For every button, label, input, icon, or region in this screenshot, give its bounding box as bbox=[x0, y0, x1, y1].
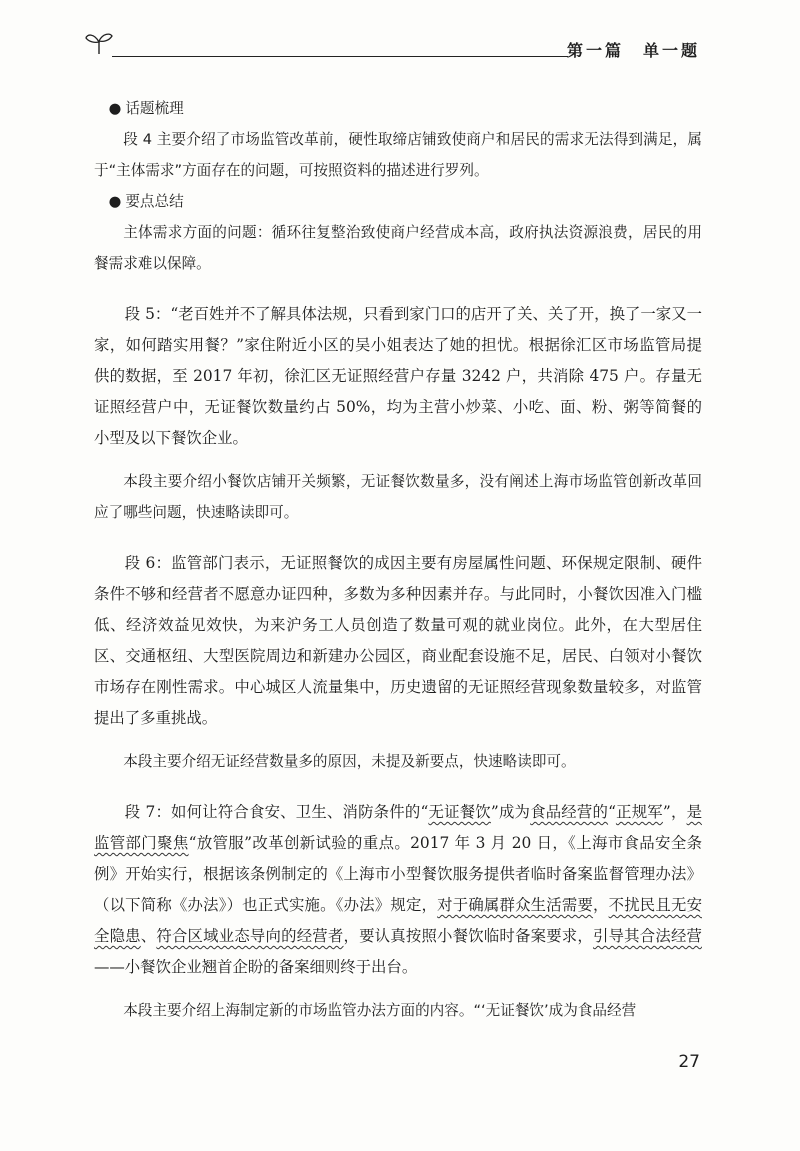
underlined-phrase: 是监管部门聚焦 bbox=[94, 803, 702, 852]
text-run: ”， bbox=[662, 803, 687, 821]
header-title: 第一篇 单一题 bbox=[566, 41, 700, 60]
note-7: 本段主要介绍上海制定新的市场监管办法方面的内容。“‘无证餐饮’成为食品经营 bbox=[123, 1002, 637, 1019]
sprout-icon bbox=[84, 30, 114, 56]
text-run: “ bbox=[608, 803, 616, 821]
underlined-phrase: 符合区域业态导向的经营者 bbox=[156, 927, 344, 945]
key-heading-text: 要点总结 bbox=[125, 193, 184, 210]
topic-heading-text: 话题梳理 bbox=[125, 100, 184, 117]
text-run: ——小餐饮企业翘首企盼的备案细则终于出台。 bbox=[94, 958, 418, 976]
key-text: 主体需求方面的问题：循环往复整治致使商户经营成本高，政府执法资源浪费，居民的用餐需求难以保障。 bbox=[94, 224, 702, 272]
text-run: 段 7：如何让符合食安、卫生、消防条件的“ bbox=[124, 803, 429, 821]
spacer bbox=[94, 528, 702, 548]
underlined-phrase: 引导其合法经营 bbox=[593, 927, 702, 945]
spacer bbox=[94, 777, 702, 797]
spacer bbox=[94, 279, 702, 299]
paragraph-6: 段 6：监管部门表示，无证照餐饮的成因主要有房屋属性问题、环保规定限制、硬件条件不够和经营者不愿意办证四种，多数为多种因素并存。与此同时，小餐饮因准入门槛低、经济效益见效快，为来沪务工人员创造了数量可观的就业岗位。此外，在大型居住区、交通枢纽、大型医院周边和新建办公园区，商业配套设施不足，居民、白领对小餐饮市场存在刚性需求。中心城区人流量集中，历史遗留的无证照经营现象数量较多，对监管提出了多重挑战。 bbox=[94, 554, 702, 727]
spacer bbox=[94, 454, 702, 466]
page-header bbox=[78, 26, 700, 66]
note-5: 本段主要介绍小餐饮店铺开关频繁，无证餐饮数量多，没有阐述上海市场监管创新改革回应了哪些问题，快速略读即可。 bbox=[94, 473, 702, 521]
key-heading bbox=[94, 186, 702, 217]
underlined-phrase: 不扰民且无安全隐患 bbox=[94, 896, 702, 945]
paragraph-5: 段 5：“老百姓并不了解具体法规，只看到家门口的店开了关、关了开，换了一家又一家，如何踏实用餐？”家住附近小区的吴小姐表达了她的担忧。根据徐汇区市场监管局提供的数据，至 2017 年初，徐汇区无证照经营户存量 3242 户，共消除 475 户。存量无证照经营户中，无证餐饮数量约占 50%，均为主营小炒菜、小吃、面、粉、粥等简餐的小型及以下餐饮企业。 bbox=[94, 305, 702, 447]
note-6: 本段主要介绍无证经营数量多的原因，未提及新要点，快速略读即可。 bbox=[123, 753, 576, 770]
page-number: 27 bbox=[678, 1052, 700, 1072]
underlined-phrase: 对于确属群众生活需要 bbox=[437, 896, 594, 914]
text-run: “放管服”改革创新试验的重点。2017 年 3 月 20 日，《上海市食品安全条例》开始实行，根据该条例制定的《上海市小型餐饮服务提供者临时备案监督管理办法》（以下简称《办法》）也正式实施。《办法》规定， bbox=[94, 834, 702, 914]
underlined-phrase: 无证餐饮 bbox=[428, 803, 491, 821]
spacer bbox=[94, 734, 702, 746]
underlined-phrase: 食品经营的 bbox=[530, 803, 609, 821]
text-run: 、 bbox=[140, 927, 157, 945]
text-run: ，要认真按照小餐饮临时备案要求， bbox=[343, 927, 593, 945]
text-run: ”成为 bbox=[490, 803, 531, 821]
topic-heading bbox=[94, 93, 702, 124]
spacer bbox=[94, 983, 702, 995]
paragraph-7 bbox=[94, 797, 702, 983]
topic-text: 段 4 主要介绍了市场监管改革前，硬性取缔店铺致使商户和居民的需求无法得到满足，属于“主体需求”方面存在的问题，可按照资料的描述进行罗列。 bbox=[94, 131, 702, 179]
page-body bbox=[94, 93, 702, 1026]
bullet-icon: ● bbox=[108, 193, 122, 210]
underlined-phrase: 正规军 bbox=[615, 803, 663, 821]
text-run: ， bbox=[593, 896, 609, 914]
bullet-icon: ● bbox=[108, 100, 122, 117]
header-rule bbox=[112, 56, 568, 57]
